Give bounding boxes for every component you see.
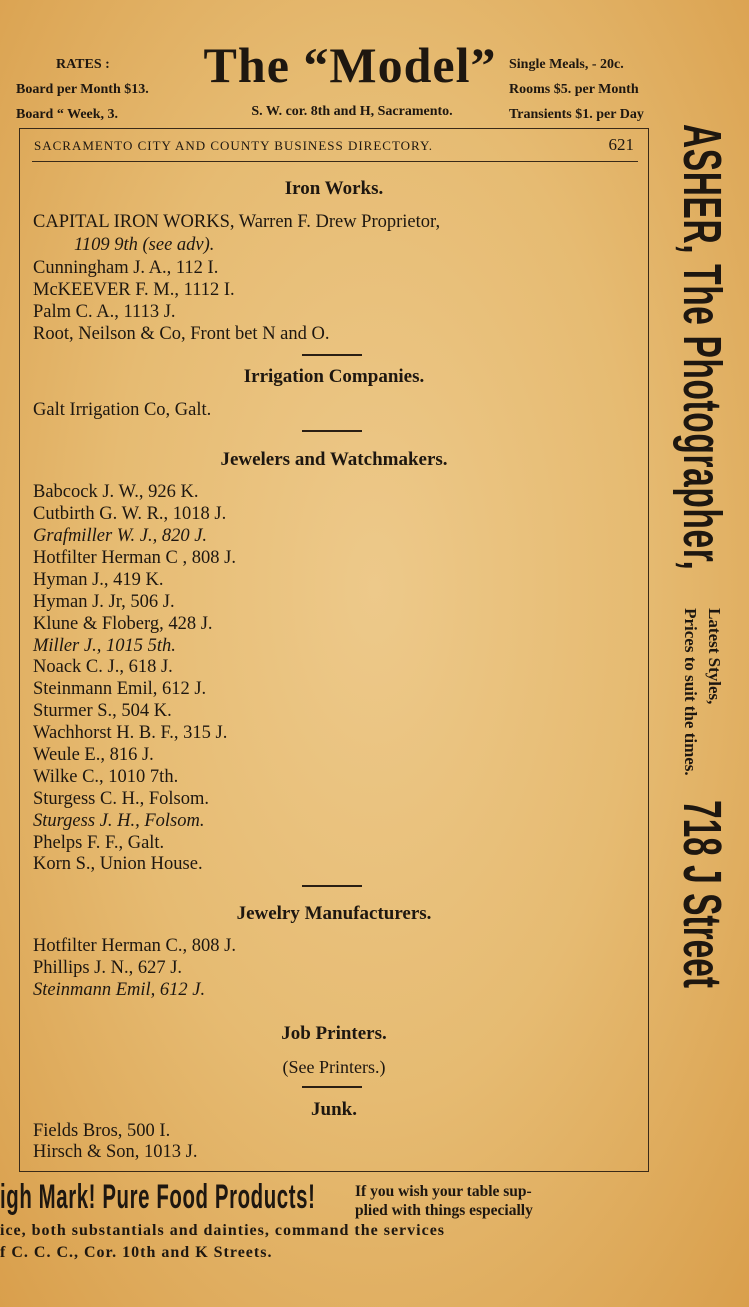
- ad-prices-block: [509, 52, 644, 127]
- bottom-ad-line-2: ice, both substantials and dainties, command the services: [0, 1222, 446, 1239]
- list-item: Hotfilter Herman C., 808 J.: [33, 936, 236, 956]
- bottom-ad-copy-line-b: plied with things especially: [355, 1202, 533, 1219]
- list-item: Klune & Floberg, 428 J.: [33, 614, 213, 634]
- section-divider: [302, 430, 362, 432]
- list-item: Korn S., Union House.: [33, 854, 203, 874]
- heading-irrigation: Irrigation Companies.: [243, 366, 425, 387]
- list-item: Sturmer S., 504 K.: [33, 701, 172, 721]
- list-item: McKEEVER F. M., 1112 I.: [33, 280, 235, 300]
- transients-price: Transients $1. per Day: [509, 107, 644, 122]
- bottom-ad-copy-line-a: If you wish your table sup-: [355, 1183, 532, 1200]
- list-item: Hyman J., 419 K.: [33, 570, 164, 590]
- heading-jewelers: Jewelers and Watchmakers.: [220, 449, 448, 470]
- list-item: Wilke C., 1010 7th.: [33, 767, 179, 787]
- section-divider: [302, 885, 362, 887]
- see-printers-note: (See Printers.): [282, 1057, 386, 1077]
- list-item: Grafmiller W. J., 820 J.: [33, 526, 208, 546]
- list-item: Steinmann Emil, 612 J.: [33, 980, 206, 1000]
- list-item: Root, Neilson & Co, Front bet N and O.: [33, 324, 330, 344]
- list-item: Sturgess J. H., Folsom.: [33, 811, 205, 831]
- bottom-ad-copy: [355, 1182, 533, 1220]
- section-divider: [302, 354, 362, 356]
- list-item: Noack C. J., 618 J.: [33, 657, 173, 677]
- rates-label: RATES :: [56, 57, 110, 72]
- heading-jewelry-manufacturers: Jewelry Manufacturers.: [236, 903, 432, 924]
- list-item: Phillips J. N., 627 J.: [33, 958, 183, 978]
- side-ad-photographer: [664, 124, 740, 1114]
- page-number: 621: [608, 135, 634, 154]
- heading-junk: Junk.: [311, 1099, 357, 1120]
- header-rule: [32, 161, 638, 162]
- ad-rates-block: [16, 52, 149, 127]
- list-item: Palm C. A., 1113 J.: [33, 302, 176, 322]
- photographer-slogan: [678, 608, 726, 776]
- list-item: Hirsch & Son, 1013 J.: [33, 1142, 198, 1162]
- list-item: Miller J., 1015 5th.: [33, 636, 176, 656]
- list-item: Fields Bros, 500 I.: [33, 1121, 171, 1141]
- list-item: 1109 9th (see adv).: [74, 235, 215, 255]
- hotel-address: S. W. cor. 8th and H, Sacramento.: [251, 104, 453, 119]
- list-item: Weule E., 816 J.: [33, 745, 154, 765]
- list-item: Wachhorst H. B. F., 315 J.: [33, 723, 228, 743]
- list-item: Hyman J. Jr, 506 J.: [33, 592, 175, 612]
- list-item: CAPITAL IRON WORKS, Warren F. Drew Proprietor,: [33, 212, 441, 232]
- section-divider: [302, 1086, 362, 1088]
- list-item: Phelps F. F., Galt.: [33, 833, 165, 853]
- list-item: Cutbirth G. W. R., 1018 J.: [33, 504, 227, 524]
- board-month: Board per Month $13.: [16, 82, 149, 97]
- bottom-ad-headline: igh Mark! Pure Food Products!: [0, 1178, 316, 1216]
- running-head-title: SACRAMENTO CITY AND COUNTY BUSINESS DIRECTORY.: [34, 138, 433, 153]
- single-meals: Single Meals, - 20c.: [509, 57, 624, 72]
- heading-job-printers: Job Printers.: [281, 1023, 387, 1044]
- running-head: [34, 135, 634, 154]
- list-item: Babcock J. W., 926 K.: [33, 482, 199, 502]
- rooms-price: Rooms $5. per Month: [509, 82, 639, 97]
- bottom-ad-line-3: f C. C. C., Cor. 10th and K Streets.: [0, 1244, 273, 1261]
- photographer-address: 718 J Street: [672, 799, 732, 988]
- list-item: Sturgess C. H., Folsom.: [33, 789, 209, 809]
- latest-styles: Latest Styles,: [705, 608, 724, 705]
- photographer-name: ASHER, The Photographer,: [672, 124, 732, 571]
- list-item: Galt Irrigation Co, Galt.: [33, 400, 212, 420]
- hotel-title: The “Model”: [203, 37, 497, 93]
- list-item: Cunningham J. A., 112 I.: [33, 258, 219, 278]
- heading-iron-works: Iron Works.: [284, 178, 384, 199]
- prices-slogan: Prices to suit the times.: [681, 608, 700, 776]
- list-item: Steinmann Emil, 612 J.: [33, 679, 207, 699]
- list-item: Hotfilter Herman C , 808 J.: [33, 548, 236, 568]
- board-week: Board “ Week, 3.: [16, 107, 119, 122]
